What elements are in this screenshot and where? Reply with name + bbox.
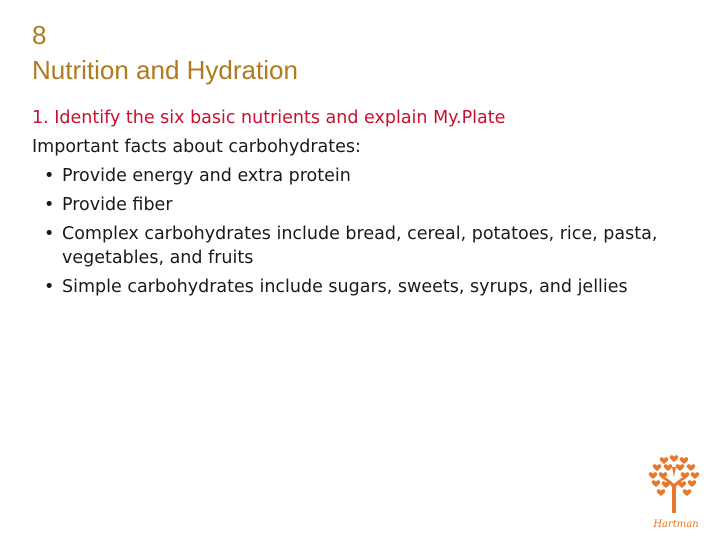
bullet-icon: •: [44, 277, 55, 297]
bullet-text: Provide fiber: [62, 195, 173, 215]
slide-body: [32, 106, 692, 304]
bullet-item: [32, 275, 692, 299]
bullet-item: [32, 222, 692, 270]
bullet-icon: •: [44, 224, 55, 244]
logo-text: Hartman: [653, 519, 699, 530]
bullet-icon: •: [44, 195, 55, 215]
bullet-icon: •: [44, 166, 55, 186]
intro-text: Important facts about carbohydrates:: [32, 137, 361, 157]
slide-title: [32, 18, 298, 88]
bullet-text: Provide energy and extra protein: [62, 166, 351, 186]
tree-of-hearts-logo-icon: [644, 455, 708, 533]
hartman-logo: [644, 455, 708, 533]
bullet-text: Complex carbohydrates include bread, cereal, potatoes, rice, pasta, vegetables, and fruits: [62, 224, 658, 268]
bullet-list: [32, 164, 692, 299]
bullet-item: [32, 164, 692, 188]
chapter-number: 8: [32, 20, 47, 50]
learning-objective: 1. Identify the six basic nutrients and explain My.Plate: [32, 108, 506, 128]
chapter-title: Nutrition and Hydration: [32, 55, 298, 85]
bullet-text: Simple carbohydrates include sugars, sweets, syrups, and jellies: [62, 277, 628, 297]
bullet-item: [32, 193, 692, 217]
